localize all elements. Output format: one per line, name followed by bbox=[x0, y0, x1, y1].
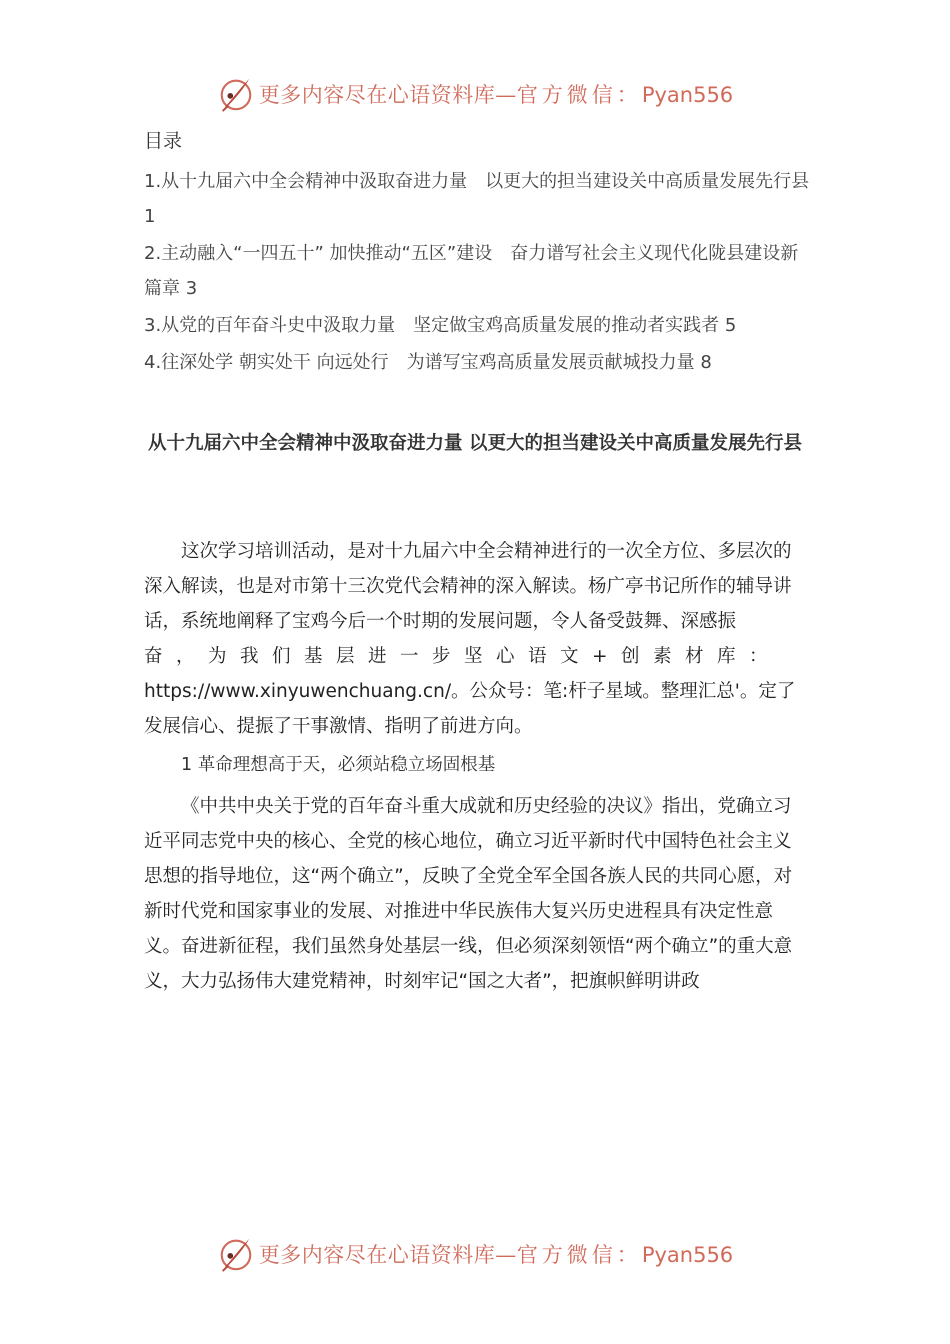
banner-wechat-label: 官方微信： bbox=[516, 1243, 642, 1267]
paragraph-text-spaced: 奋，为我们基层进一步坚心语文+创素材库： bbox=[144, 646, 782, 667]
toc-item[interactable]: 3.从党的百年奋斗史中汲取力量 坚定做宝鸡高质量发展的推动者实践者 5 bbox=[144, 315, 737, 336]
banner-wechat-id: Pyan556 bbox=[641, 1243, 734, 1267]
toc-item[interactable]: 1.从十九届六中全会精神中汲取奋进力量 以更大的担当建设关中高质量发展先行县 1 bbox=[144, 171, 810, 227]
banner-text bbox=[259, 1239, 733, 1269]
banner-slogan: 更多内容尽在心语资料库— bbox=[258, 83, 517, 107]
header-banner bbox=[0, 72, 950, 116]
banner-slogan: 更多内容尽在心语资料库— bbox=[258, 1243, 517, 1267]
section-subheading: 1 革命理想高于天，必须站稳立场固根基 bbox=[181, 755, 496, 775]
paragraph-text-url: https://www.xinyuwenchuang.cn/。公众号：笔:杆子星域。整理汇总'。定了发展信心、提振了干事激情、指明了前进方向。 bbox=[144, 681, 796, 737]
banner-text bbox=[259, 79, 733, 109]
article-paragraph-2: 《中共中央关于党的百年奋斗重大成就和历史经验的决议》指出，党确立习近平同志党中央的核心、全党的核心地位，确立习近平新时代中国特色社会主义思想的指导地位，这“两个确立”，反映了全党全军全国各族人民的共同心愿，对新时代党和国家事业的发展、对推进中华民族伟大复兴历史进程具有决定性意义。奋进新征程，我们虽然身处基层一线，但必须深刻领悟“两个确立”的重大意义，大力弘扬伟大建党精神，时刻牢记“国之大者”，把旗帜鲜明讲政 bbox=[144, 796, 793, 992]
article-heading: 从十九届六中全会精神中汲取奋进力量 以更大的担当建设关中高质量发展先行县 bbox=[148, 433, 802, 454]
feather-pen-icon bbox=[217, 75, 255, 113]
table-of-contents bbox=[144, 164, 814, 382]
banner-wechat-id: Pyan556 bbox=[641, 83, 734, 107]
toc-item[interactable]: 2.主动融入“一四五十” 加快推动“五区”建设 奋力谱写社会主义现代化陇县建设新篇章 3 bbox=[144, 243, 799, 299]
toc-title: 目录 bbox=[144, 130, 183, 152]
feather-pen-icon bbox=[217, 1235, 255, 1273]
banner-wechat-label: 官方微信： bbox=[516, 83, 642, 107]
footer-banner bbox=[0, 1232, 950, 1276]
article-paragraph-1 bbox=[144, 534, 798, 744]
paragraph-text: 这次学习培训活动，是对十九届六中全会精神进行的一次全方位、多层次的深入解读，也是对市第十三次党代会精神的深入解读。杨广亭书记所作的辅导讲话，系统地阐释了宝鸡今后一个时期的发展问题，令人备受鼓舞、深感振 bbox=[144, 541, 792, 632]
toc-item[interactable]: 4.往深处学 朝实处干 向远处行 为谱写宝鸡高质量发展贡献城投力量 8 bbox=[144, 352, 712, 373]
